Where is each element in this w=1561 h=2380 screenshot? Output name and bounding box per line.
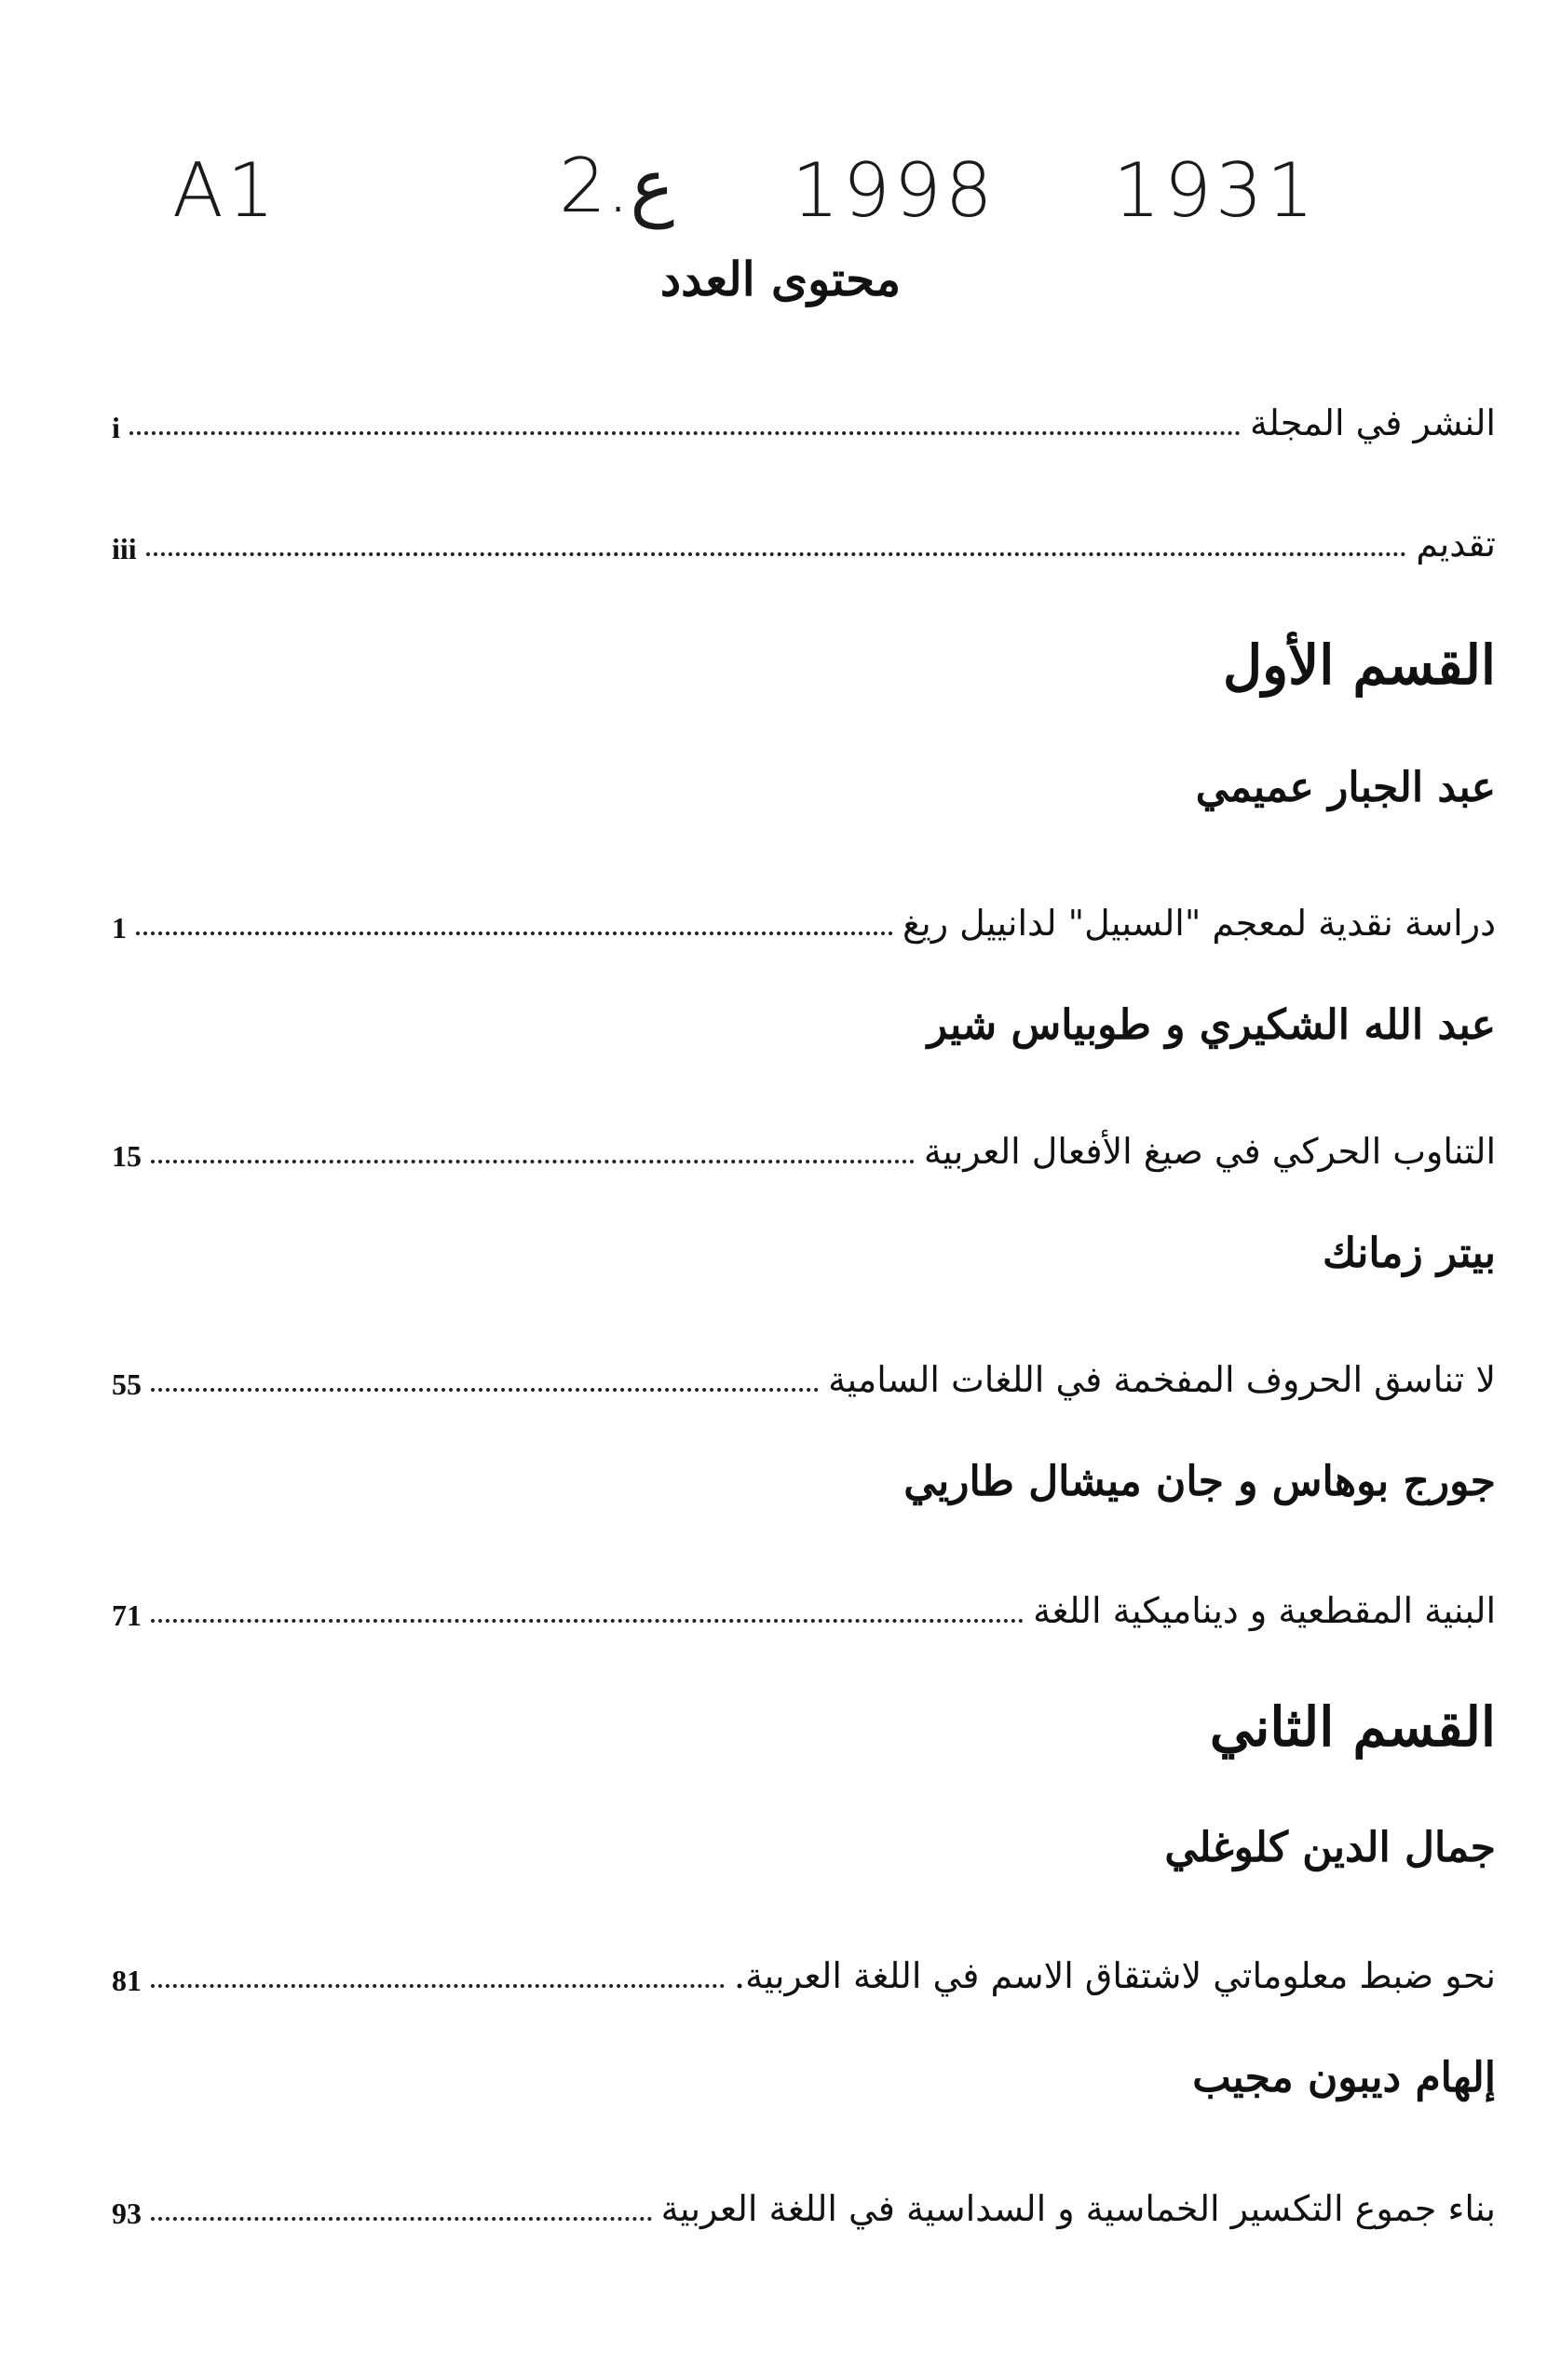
- toc-entry-front-2[interactable]: [112, 510, 1496, 566]
- toc-entry-title: تقديم: [1416, 524, 1496, 565]
- author-name: جورج بوهاس و جان ميشال طاريي: [903, 1458, 1496, 1505]
- author-name: عبد الجبار عميمي: [1195, 764, 1496, 811]
- section-heading: القسم الثاني: [1209, 1695, 1496, 1759]
- author-name: عبد الله الشكيري و طوبياس شير: [927, 1001, 1496, 1049]
- toc-entry-page: 93: [112, 2196, 142, 2230]
- author-name: بيتر زمانك: [1323, 1230, 1496, 1277]
- toc-entry-title: البنية المقطعية و ديناميكية اللغة: [1033, 1590, 1496, 1632]
- handwritten-ref: 2.ع: [559, 143, 675, 229]
- toc-entry[interactable]: [112, 1118, 1496, 1174]
- toc-entry-page: i: [112, 410, 120, 444]
- dot-leader: [151, 1984, 725, 1988]
- toc-entry[interactable]: [112, 1346, 1496, 1402]
- dot-leader: [151, 1388, 819, 1392]
- dot-leader: [146, 552, 1407, 556]
- toc-entry-page: 55: [112, 1367, 142, 1401]
- page-title: محتوى العدد: [659, 252, 902, 306]
- toc-entry[interactable]: [112, 890, 1496, 945]
- dot-leader: [129, 431, 1241, 435]
- toc-entry-title: النشر في المجلة: [1249, 402, 1496, 444]
- toc-entry-front-1[interactable]: [112, 389, 1496, 445]
- section-heading: القسم الأول: [1222, 633, 1496, 697]
- toc-entry-page: 15: [112, 1138, 142, 1173]
- toc-entry-title: التناوب الحركي في صيغ الأفعال العربية: [923, 1131, 1496, 1173]
- dot-leader: [136, 932, 893, 935]
- toc-entry-page: 1: [112, 910, 127, 945]
- toc-entry-page: iii: [112, 531, 137, 565]
- toc-entry-page: 71: [112, 1598, 142, 1632]
- dot-leader: [151, 2217, 652, 2221]
- toc-entry-title: نحو ضبط معلوماتي لاشتقاق الاسم في اللغة العربية.: [734, 1955, 1496, 1997]
- toc-entry-page: 81: [112, 1963, 142, 1997]
- author-name: جمال الدين كلوغلي: [1164, 1824, 1496, 1871]
- handwritten-year-1: 1998: [792, 147, 997, 234]
- table-of-contents: [112, 0, 1496, 2380]
- toc-entry-title: بناء جموع التكسير الخماسية و السداسية في اللغة العربية: [660, 2188, 1496, 2230]
- dot-leader: [151, 1619, 1024, 1623]
- toc-entry[interactable]: [112, 1577, 1496, 1633]
- toc-entry[interactable]: [112, 2175, 1496, 2231]
- toc-entry-title: لا تناسق الحروف المفخمة في اللغات السامية: [828, 1359, 1496, 1401]
- toc-entry[interactable]: [112, 1942, 1496, 1998]
- dot-leader: [151, 1160, 915, 1163]
- toc-entry-title: دراسة نقدية لمعجم "السبيل" لدانييل ريغ: [902, 903, 1496, 945]
- handwritten-code: A1: [172, 147, 278, 234]
- author-name: إلهام ديبون مجيب: [1192, 2054, 1496, 2101]
- handwritten-year-2: 1931: [1113, 147, 1318, 234]
